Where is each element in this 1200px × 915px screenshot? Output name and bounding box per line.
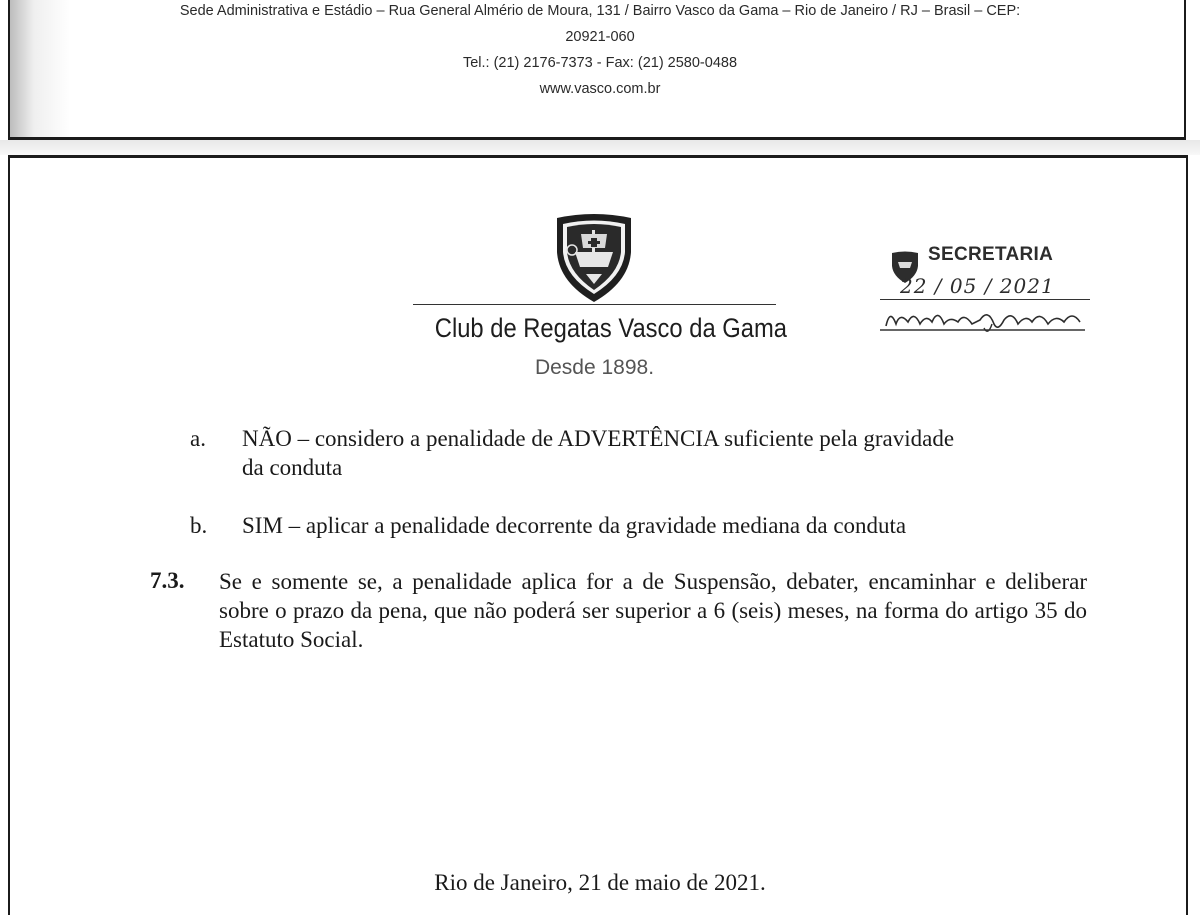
postal-code-line: 20921-060 bbox=[565, 29, 635, 45]
closing-date-line: Rio de Janeiro, 21 de maio de 2021. bbox=[434, 870, 766, 895]
option-a-letter: a. bbox=[190, 426, 206, 451]
page-gap bbox=[0, 140, 1200, 155]
option-a-line-2: da conduta bbox=[242, 455, 343, 480]
option-b-line-1: SIM – aplicar a penalidade decorrente da gravidade mediana da conduta bbox=[242, 513, 907, 538]
club-name-rule bbox=[413, 304, 776, 305]
phone-line: Tel.: (21) 2176-7373 - Fax: (21) 2580-0488 bbox=[462, 55, 738, 71]
section-number: 7.3. bbox=[150, 568, 185, 593]
stamp-date: 22 / 05 / 2021 bbox=[900, 274, 1055, 298]
stamp-signature bbox=[880, 302, 1090, 336]
website-line: www.vasco.com.br bbox=[539, 81, 661, 97]
club-founded: Desde 1898. bbox=[534, 356, 655, 379]
address-line: Sede Administrativa e Estádio – Rua General Almério de Moura, 131 / Bairro Vasco da Gama – Rio de Janeiro / RJ – Brasil – CEP: bbox=[179, 3, 1021, 19]
option-a-line-1: NÃO – considero a penalidade de ADVERTÊNCIA suficiente pela gravidade bbox=[242, 426, 955, 451]
secretaria-stamp bbox=[880, 244, 1095, 344]
option-b-letter: b. bbox=[190, 513, 208, 538]
club-crest-icon bbox=[553, 212, 635, 304]
stamp-date-underline bbox=[880, 299, 1090, 300]
section-text: Se e somente se, a penalidade aplica for a de Suspensão, debater, encaminhar e deliberar sobre o prazo da pena, que não poderá ser superior a 6 (seis) meses, na forma do artigo 35 do Estatuto Social. bbox=[219, 569, 1087, 652]
stamp-title: SECRETARIA bbox=[928, 244, 1054, 265]
club-name: Club de Regatas Vasco da Gama bbox=[434, 313, 787, 343]
